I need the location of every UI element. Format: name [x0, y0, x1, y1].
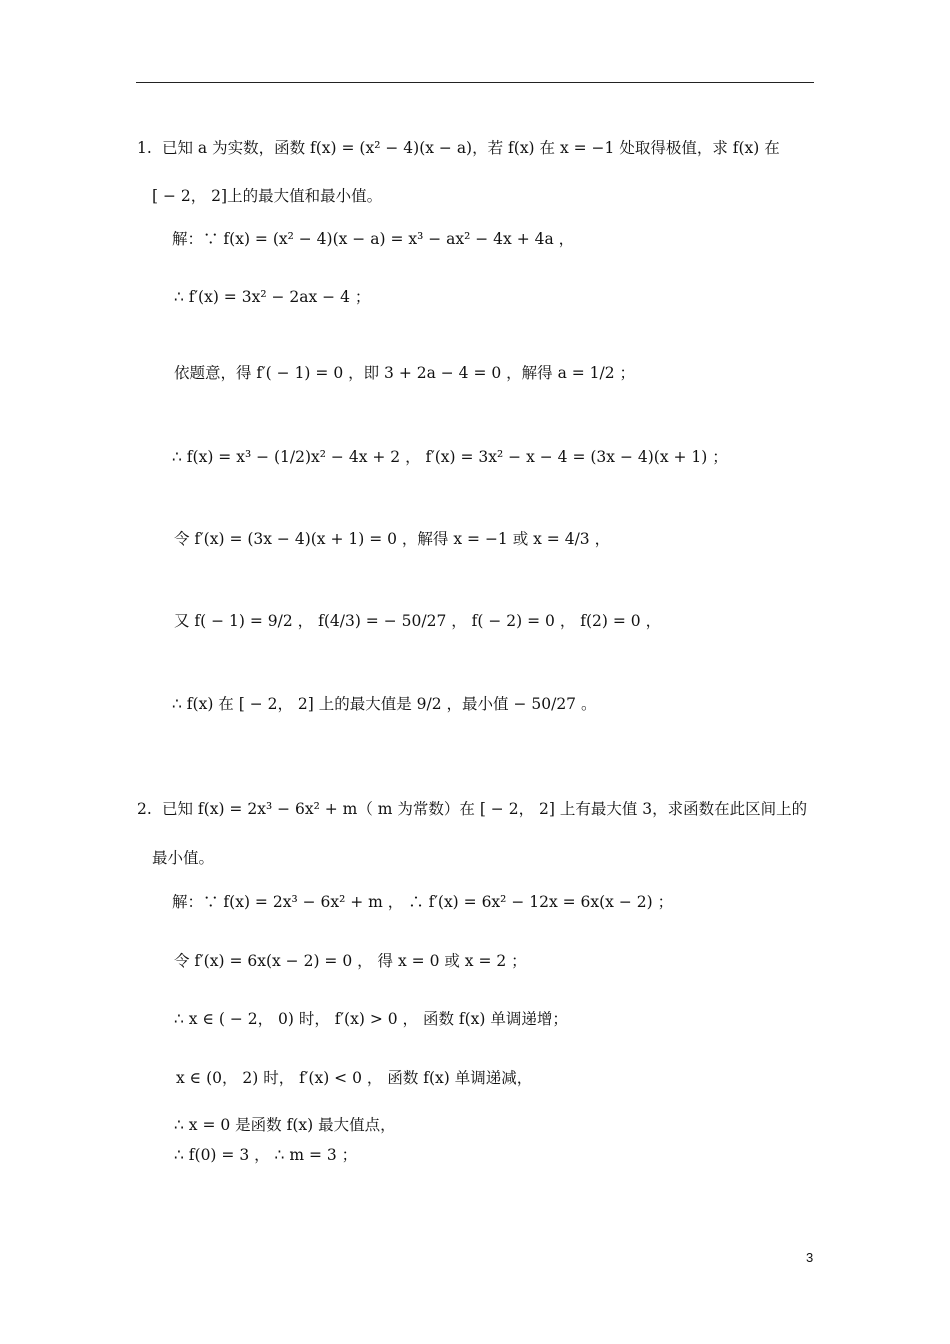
problem1-solution-step: 又 f( − 1) = 9/2 ， f(4/3) = − 50/27 ， f( − 2) = 0 ， f(2) = 0 ， — [174, 612, 662, 630]
problem2-solution-step: ∴ x ∈ ( − 2， 0) 时， f′(x) > 0 ， 函数 f(x) 单调递增； — [174, 1010, 568, 1028]
page-number: 3 — [806, 1250, 814, 1265]
problem2-stem-line2: 最小值。 — [152, 849, 215, 867]
problem1-solution-step: 依题意，得 f′( − 1) = 0 ，即 3 + 2a − 4 = 0 ，解得 a = 1/2 ； — [174, 364, 636, 382]
problem1-number: 1. — [137, 139, 152, 157]
problem1-solution-step: ∴ f′(x) = 3x² − 2ax − 4 ； — [174, 288, 371, 306]
problem1-solution-step: ∴ f(x) = x³ − (1/2)x² − 4x + 2 ， f′(x) = 3x² − x − 4 = (3x − 4)(x + 1) ； — [172, 448, 728, 466]
problem2-solution-step: 解：∵ f(x) = 2x³ − 6x² + m ， ∴ f′(x) = 6x² − 12x = 6x(x − 2) ； — [172, 893, 674, 911]
header-rule — [136, 82, 814, 83]
problem1-solution-step: ∴ f(x) 在 [ − 2， 2] 上的最大值是 9/2 ，最小值 − 50/27 。 — [172, 695, 597, 713]
problem2-solution-step: ∴ f(0) = 3 ， ∴ m = 3 ； — [174, 1146, 358, 1164]
problem1-solution-step: 令 f′(x) = (3x − 4)(x + 1) = 0 ，解得 x = −1 或 x = 4/3 ， — [174, 530, 611, 548]
problem1-solution-step: 解：∵ f(x) = (x² − 4)(x − a) = x³ − ax² − 4x + 4a ， — [172, 230, 575, 248]
problem2-solution-step: x ∈ (0， 2) 时， f′(x) < 0 ， 函数 f(x) 单调递减， — [176, 1069, 533, 1087]
problem2-number: 2. — [137, 800, 152, 818]
problem1-stem-line1: 已知 a 为实数，函数 f(x) = (x² − 4)(x − a)，若 f(x) 在 x = −1 处取得极值，求 f(x) 在 — [162, 139, 780, 157]
problem2-stem-line1: 已知 f(x) = 2x³ − 6x² + m（ m 为常数）在 [ − 2， 2] 上有最大值 3，求函数在此区间上的 — [162, 800, 808, 818]
problem2-solution-step: 令 f′(x) = 6x(x − 2) = 0 ， 得 x = 0 或 x = 2 ； — [174, 952, 527, 970]
problem1-stem-line2: [ − 2， 2]上的最大值和最小值。 — [152, 187, 383, 205]
problem2-solution-step: ∴ x = 0 是函数 f(x) 最大值点， — [174, 1116, 396, 1134]
